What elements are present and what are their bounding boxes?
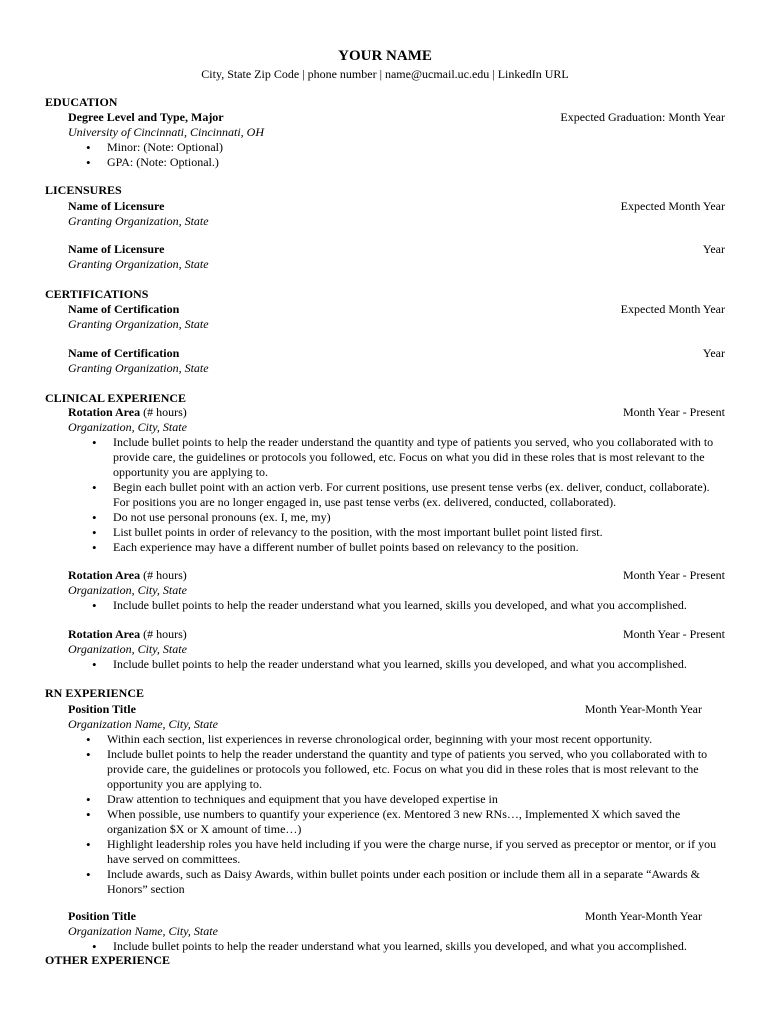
licensure-org: Granting Organization, State: [68, 214, 209, 228]
section-title-clinical-experience: CLINICAL EXPERIENCE: [45, 391, 187, 405]
section-title-other-experience: OTHER EXPERIENCE: [45, 953, 171, 967]
rotation-date: Month Year - Present: [623, 627, 725, 641]
position-date: Month Year-Month Year: [584, 909, 702, 923]
position-date: Month Year-Month Year: [584, 702, 702, 716]
certification-date: Expected Month Year: [620, 302, 725, 316]
rn-bullets: [68, 939, 770, 954]
certification-name: Name of Certification: [68, 346, 180, 360]
clinical-bullets: [68, 598, 725, 613]
rotation-area: Rotation Area: [68, 627, 141, 641]
rotation-area: Rotation Area: [68, 405, 141, 419]
licensure-org: Granting Organization, State: [68, 257, 209, 271]
rn-entry: [68, 702, 702, 732]
graduation-date: Expected Graduation: Month Year: [560, 110, 725, 124]
organization-name: Organization Name, City, State: [68, 924, 218, 938]
list-item: • Include bullet points to help the reader understand the quantity and type of patients you served, who you collaborated with to provide care, the guidelines or protocols you followed, etc. Focus on what you did in these roles that is most relevant to the opportunity you are applying to.: [107, 747, 724, 792]
education-bullets: [68, 140, 725, 170]
licensure-name: Name of Licensure: [68, 199, 165, 213]
degree-title: Degree Level and Type, Major: [68, 110, 224, 124]
list-item: • Include bullet points to help the reader understand the quantity and type of patients you served, who you collaborated with to provide care, the guidelines or protocols you followed, etc. Focus on what you did in these roles that is most relevant to the opportunity you are applying to.: [113, 435, 725, 480]
certification-entry: [68, 346, 725, 376]
rotation-org: Organization, City, State: [68, 420, 187, 434]
clinical-bullets: [68, 435, 725, 555]
resume-header: [0, 48, 770, 82]
organization-name: Organization Name, City, State: [68, 717, 218, 731]
certification-date: Year: [702, 346, 725, 360]
list-item: • Highlight leadership roles you have held including if you were the charge nurse, if you served as preceptor or mentor, or if you have served on committees.: [107, 837, 724, 867]
contact-line: City, State Zip Code | phone number | name@ucmail.uc.edu | LinkedIn URL: [201, 67, 569, 81]
list-item: • Draw attention to techniques and equipment that you have developed expertise in: [107, 792, 724, 807]
list-item: • When possible, use numbers to quantify your experience (ex. Mentored 3 new RNs…, Implemented X which saved the organization $X or X amount of time…): [107, 807, 724, 837]
clinical-entry: [68, 627, 725, 672]
licensure-entry: [68, 242, 725, 272]
section-title-licensures: LICENSURES: [45, 183, 122, 197]
licensure-date: Expected Month Year: [620, 199, 725, 213]
section-title-certifications: CERTIFICATIONS: [45, 287, 149, 301]
list-item: • Include bullet points to help the reader understand what you learned, skills you developed, and what you accomplished.: [113, 939, 770, 954]
list-item: • Begin each bullet point with an action verb. For current positions, use present tense verbs (ex. deliver, conduct, collaborate). For positions you are no longer engaged in, use past tense verbs (ex. delivered, conducted, collaborated).: [113, 480, 725, 510]
list-item: • GPA: (Note: Optional.): [107, 155, 725, 170]
licensure-entry: [68, 199, 725, 229]
position-title: Position Title: [68, 909, 136, 923]
list-item: • Include bullet points to help the reader understand what you learned, skills you developed, and what you accomplished.: [113, 657, 725, 672]
applicant-name: YOUR NAME: [338, 48, 432, 64]
list-item: • Do not use personal pronouns (ex. I, me, my): [113, 510, 725, 525]
licensure-date: Year: [702, 242, 725, 256]
clinical-entry: [68, 568, 725, 613]
rotation-hours: (# hours): [140, 568, 187, 582]
school-name: University of Cincinnati, Cincinnati, OH: [68, 125, 264, 139]
list-item: • Include bullet points to help the reader understand what you learned, skills you developed, and what you accomplished.: [113, 598, 725, 613]
list-item: • Within each section, list experiences in reverse chronological order, beginning with your most recent opportunity.: [107, 732, 724, 747]
rotation-hours: (# hours): [140, 627, 187, 641]
rotation-hours: (# hours): [140, 405, 187, 419]
rn-bullets: [68, 732, 724, 897]
certification-org: Granting Organization, State: [68, 361, 209, 375]
licensure-name: Name of Licensure: [68, 242, 165, 256]
section-title-education: EDUCATION: [45, 95, 118, 109]
rotation-org: Organization, City, State: [68, 583, 187, 597]
clinical-bullets: [68, 657, 725, 672]
section-title-rn-experience: RN EXPERIENCE: [45, 686, 145, 700]
rotation-date: Month Year - Present: [623, 405, 725, 419]
rotation-org: Organization, City, State: [68, 642, 187, 656]
education-entry: [68, 110, 725, 170]
list-item: • Each experience may have a different number of bullet points based on relevancy to the position.: [113, 540, 725, 555]
certification-org: Granting Organization, State: [68, 317, 209, 331]
clinical-entry: [68, 405, 725, 555]
certification-entry: [68, 302, 725, 332]
list-item: • List bullet points in order of relevancy to the position, with the most important bullet point listed first.: [113, 525, 725, 540]
position-title: Position Title: [68, 702, 136, 716]
rn-entry: [68, 909, 702, 939]
list-item: • Include awards, such as Daisy Awards, within bullet points under each position or include them all in a separate “Awards & Honors” section: [107, 867, 724, 897]
rotation-area: Rotation Area: [68, 568, 141, 582]
list-item: • Minor: (Note: Optional): [107, 140, 725, 155]
certification-name: Name of Certification: [68, 302, 180, 316]
rotation-date: Month Year - Present: [623, 568, 725, 582]
